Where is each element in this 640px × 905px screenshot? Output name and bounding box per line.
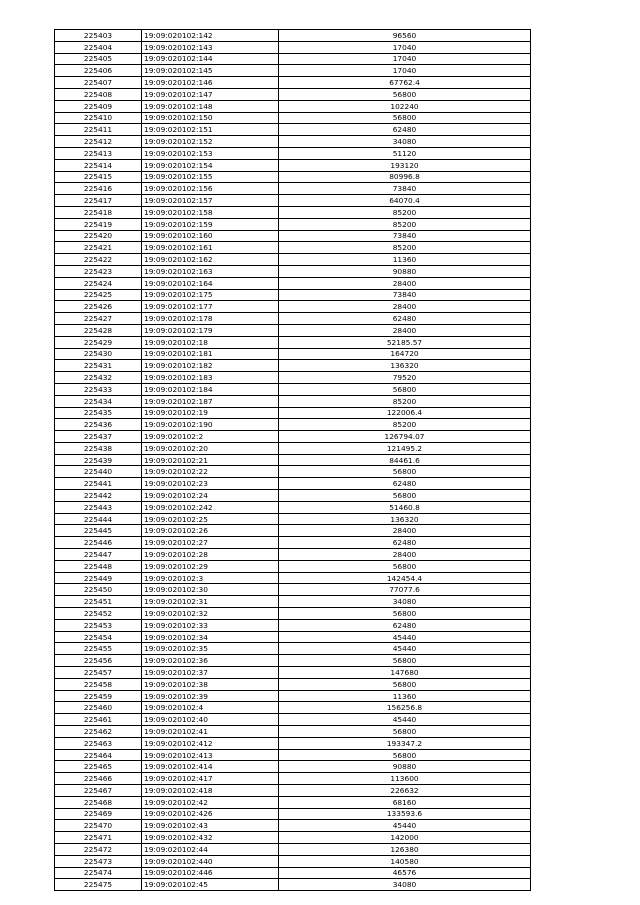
table-row xyxy=(55,525,531,537)
value-cell: 45440 xyxy=(279,820,531,832)
row-id-cell: 225432 xyxy=(55,372,142,384)
row-id-cell: 225434 xyxy=(55,395,142,407)
row-id-cell: 225437 xyxy=(55,431,142,443)
cadastral-number-cell: 19:09:020102:177 xyxy=(142,301,279,313)
table-row xyxy=(55,147,531,159)
cadastral-number-cell: 19:09:020102:152 xyxy=(142,136,279,148)
cadastral-number-cell: 19:09:020102:146 xyxy=(142,77,279,89)
row-id-cell: 225407 xyxy=(55,77,142,89)
table-row xyxy=(55,124,531,136)
table-row xyxy=(55,65,531,77)
table-row xyxy=(55,619,531,631)
value-cell: 85200 xyxy=(279,395,531,407)
cadastral-number-cell: 19:09:020102:20 xyxy=(142,442,279,454)
row-id-cell: 225447 xyxy=(55,549,142,561)
cadastral-number-cell: 19:09:020102:158 xyxy=(142,206,279,218)
cadastral-number-cell: 19:09:020102:23 xyxy=(142,478,279,490)
value-cell: 62480 xyxy=(279,537,531,549)
row-id-cell: 225405 xyxy=(55,53,142,65)
value-cell: 136320 xyxy=(279,360,531,372)
table-row xyxy=(55,796,531,808)
cadastral-number-cell: 19:09:020102:18 xyxy=(142,336,279,348)
table-row xyxy=(55,41,531,53)
row-id-cell: 225420 xyxy=(55,230,142,242)
cadastral-number-cell: 19:09:020102:30 xyxy=(142,584,279,596)
value-cell: 226632 xyxy=(279,785,531,797)
row-id-cell: 225423 xyxy=(55,265,142,277)
row-id-cell: 225470 xyxy=(55,820,142,832)
row-id-cell: 225448 xyxy=(55,560,142,572)
value-cell: 62480 xyxy=(279,619,531,631)
row-id-cell: 225456 xyxy=(55,655,142,667)
row-id-cell: 225406 xyxy=(55,65,142,77)
table-row xyxy=(55,407,531,419)
value-cell: 45440 xyxy=(279,643,531,655)
cadastral-number-cell: 19:09:020102:414 xyxy=(142,761,279,773)
value-cell: 56800 xyxy=(279,608,531,620)
value-cell: 142454.4 xyxy=(279,572,531,584)
row-id-cell: 225403 xyxy=(55,30,142,42)
row-id-cell: 225425 xyxy=(55,289,142,301)
value-cell: 28400 xyxy=(279,549,531,561)
table-row xyxy=(55,643,531,655)
cadastral-number-cell: 19:09:020102:162 xyxy=(142,254,279,266)
table-row xyxy=(55,313,531,325)
value-cell: 126380 xyxy=(279,843,531,855)
value-cell: 56800 xyxy=(279,490,531,502)
value-cell: 73840 xyxy=(279,289,531,301)
value-cell: 34080 xyxy=(279,879,531,891)
cadastral-number-cell: 19:09:020102:143 xyxy=(142,41,279,53)
table-row xyxy=(55,254,531,266)
table-row xyxy=(55,372,531,384)
cadastral-number-cell: 19:09:020102:35 xyxy=(142,643,279,655)
row-id-cell: 225475 xyxy=(55,879,142,891)
value-cell: 51460.8 xyxy=(279,501,531,513)
cadastral-number-cell: 19:09:020102:28 xyxy=(142,549,279,561)
table-row xyxy=(55,655,531,667)
table-row xyxy=(55,419,531,431)
cadastral-number-cell: 19:09:020102:181 xyxy=(142,348,279,360)
value-cell: 28400 xyxy=(279,301,531,313)
value-cell: 46576 xyxy=(279,867,531,879)
cadastral-number-cell: 19:09:020102:43 xyxy=(142,820,279,832)
cadastral-number-cell: 19:09:020102:164 xyxy=(142,277,279,289)
cadastral-number-cell: 19:09:020102:22 xyxy=(142,466,279,478)
value-cell: 17040 xyxy=(279,41,531,53)
cadastral-number-cell: 19:09:020102:178 xyxy=(142,313,279,325)
cadastral-number-cell: 19:09:020102:41 xyxy=(142,726,279,738)
value-cell: 122006.4 xyxy=(279,407,531,419)
row-id-cell: 225415 xyxy=(55,171,142,183)
row-id-cell: 225454 xyxy=(55,631,142,643)
table-row xyxy=(55,761,531,773)
row-id-cell: 225445 xyxy=(55,525,142,537)
cadastral-number-cell: 19:09:020102:145 xyxy=(142,65,279,77)
table-row xyxy=(55,289,531,301)
cadastral-number-cell: 19:09:020102:148 xyxy=(142,100,279,112)
value-cell: 56800 xyxy=(279,726,531,738)
value-cell: 51120 xyxy=(279,147,531,159)
cadastral-number-cell: 19:09:020102:36 xyxy=(142,655,279,667)
row-id-cell: 225467 xyxy=(55,785,142,797)
value-cell: 56800 xyxy=(279,655,531,667)
row-id-cell: 225412 xyxy=(55,136,142,148)
cadastral-number-cell: 19:09:020102:29 xyxy=(142,560,279,572)
cadastral-number-cell: 19:09:020102:159 xyxy=(142,218,279,230)
table-row xyxy=(55,513,531,525)
row-id-cell: 225459 xyxy=(55,690,142,702)
row-id-cell: 225429 xyxy=(55,336,142,348)
row-id-cell: 225442 xyxy=(55,490,142,502)
cadastral-number-cell: 19:09:020102:21 xyxy=(142,454,279,466)
table-row xyxy=(55,808,531,820)
cadastral-number-cell: 19:09:020102:40 xyxy=(142,714,279,726)
cadastral-number-cell: 19:09:020102:417 xyxy=(142,773,279,785)
row-id-cell: 225417 xyxy=(55,195,142,207)
row-id-cell: 225409 xyxy=(55,100,142,112)
row-id-cell: 225413 xyxy=(55,147,142,159)
cadastral-number-cell: 19:09:020102:187 xyxy=(142,395,279,407)
table-row xyxy=(55,88,531,100)
table-row xyxy=(55,206,531,218)
row-id-cell: 225460 xyxy=(55,702,142,714)
table-row xyxy=(55,726,531,738)
row-id-cell: 225440 xyxy=(55,466,142,478)
table-row xyxy=(55,159,531,171)
value-cell: 56800 xyxy=(279,88,531,100)
row-id-cell: 225422 xyxy=(55,254,142,266)
row-id-cell: 225438 xyxy=(55,442,142,454)
value-cell: 79520 xyxy=(279,372,531,384)
table-row xyxy=(55,77,531,89)
cadastral-number-cell: 19:09:020102:45 xyxy=(142,879,279,891)
value-cell: 56800 xyxy=(279,112,531,124)
row-id-cell: 225463 xyxy=(55,737,142,749)
table-row xyxy=(55,218,531,230)
value-cell: 90880 xyxy=(279,761,531,773)
value-cell: 28400 xyxy=(279,525,531,537)
value-cell: 28400 xyxy=(279,324,531,336)
cadastral-number-cell: 19:09:020102:242 xyxy=(142,501,279,513)
row-id-cell: 225471 xyxy=(55,832,142,844)
cadastral-number-cell: 19:09:020102:418 xyxy=(142,785,279,797)
cadastral-number-cell: 19:09:020102:2 xyxy=(142,431,279,443)
table-row xyxy=(55,395,531,407)
cadastral-number-cell: 19:09:020102:150 xyxy=(142,112,279,124)
row-id-cell: 225439 xyxy=(55,454,142,466)
cadastral-number-cell: 19:09:020102:156 xyxy=(142,183,279,195)
value-cell: 17040 xyxy=(279,65,531,77)
table-row xyxy=(55,785,531,797)
row-id-cell: 225410 xyxy=(55,112,142,124)
table-row xyxy=(55,855,531,867)
row-id-cell: 225416 xyxy=(55,183,142,195)
table-row xyxy=(55,501,531,513)
value-cell: 84461.6 xyxy=(279,454,531,466)
row-id-cell: 225431 xyxy=(55,360,142,372)
table-row xyxy=(55,431,531,443)
row-id-cell: 225427 xyxy=(55,313,142,325)
data-table xyxy=(54,29,531,891)
cadastral-number-cell: 19:09:020102:154 xyxy=(142,159,279,171)
table-row xyxy=(55,301,531,313)
value-cell: 156256.8 xyxy=(279,702,531,714)
value-cell: 34080 xyxy=(279,596,531,608)
table-row xyxy=(55,360,531,372)
row-id-cell: 225435 xyxy=(55,407,142,419)
table-row xyxy=(55,678,531,690)
value-cell: 85200 xyxy=(279,206,531,218)
row-id-cell: 225453 xyxy=(55,619,142,631)
table-row xyxy=(55,195,531,207)
value-cell: 56800 xyxy=(279,560,531,572)
value-cell: 11360 xyxy=(279,690,531,702)
table-row xyxy=(55,820,531,832)
cadastral-number-cell: 19:09:020102:26 xyxy=(142,525,279,537)
table-row xyxy=(55,242,531,254)
table-row xyxy=(55,136,531,148)
value-cell: 142000 xyxy=(279,832,531,844)
row-id-cell: 225418 xyxy=(55,206,142,218)
cadastral-number-cell: 19:09:020102:182 xyxy=(142,360,279,372)
cadastral-number-cell: 19:09:020102:160 xyxy=(142,230,279,242)
row-id-cell: 225474 xyxy=(55,867,142,879)
table-row xyxy=(55,277,531,289)
value-cell: 193347.2 xyxy=(279,737,531,749)
cadastral-number-cell: 19:09:020102:4 xyxy=(142,702,279,714)
table-row xyxy=(55,383,531,395)
row-id-cell: 225462 xyxy=(55,726,142,738)
value-cell: 102240 xyxy=(279,100,531,112)
value-cell: 56800 xyxy=(279,383,531,395)
cadastral-number-cell: 19:09:020102:190 xyxy=(142,419,279,431)
table-row xyxy=(55,100,531,112)
table-row xyxy=(55,171,531,183)
cadastral-number-cell: 19:09:020102:25 xyxy=(142,513,279,525)
table-row xyxy=(55,112,531,124)
value-cell: 126794.07 xyxy=(279,431,531,443)
cadastral-number-cell: 19:09:020102:32 xyxy=(142,608,279,620)
table-row xyxy=(55,773,531,785)
table-row xyxy=(55,714,531,726)
table-row xyxy=(55,560,531,572)
cadastral-number-cell: 19:09:020102:147 xyxy=(142,88,279,100)
cadastral-number-cell: 19:09:020102:432 xyxy=(142,832,279,844)
row-id-cell: 225465 xyxy=(55,761,142,773)
row-id-cell: 225424 xyxy=(55,277,142,289)
value-cell: 67762.4 xyxy=(279,77,531,89)
cadastral-number-cell: 19:09:020102:440 xyxy=(142,855,279,867)
table-row xyxy=(55,832,531,844)
cadastral-number-cell: 19:09:020102:27 xyxy=(142,537,279,549)
value-cell: 121495.2 xyxy=(279,442,531,454)
value-cell: 133593.6 xyxy=(279,808,531,820)
table-row xyxy=(55,490,531,502)
cadastral-number-cell: 19:09:020102:31 xyxy=(142,596,279,608)
table-row xyxy=(55,336,531,348)
value-cell: 147680 xyxy=(279,667,531,679)
table-row xyxy=(55,702,531,714)
row-id-cell: 225433 xyxy=(55,383,142,395)
row-id-cell: 225408 xyxy=(55,88,142,100)
value-cell: 90880 xyxy=(279,265,531,277)
row-id-cell: 225461 xyxy=(55,714,142,726)
row-id-cell: 225441 xyxy=(55,478,142,490)
table-row xyxy=(55,737,531,749)
row-id-cell: 225446 xyxy=(55,537,142,549)
value-cell: 85200 xyxy=(279,242,531,254)
table-row xyxy=(55,843,531,855)
cadastral-number-cell: 19:09:020102:19 xyxy=(142,407,279,419)
cadastral-number-cell: 19:09:020102:34 xyxy=(142,631,279,643)
cadastral-number-cell: 19:09:020102:426 xyxy=(142,808,279,820)
table-row xyxy=(55,466,531,478)
row-id-cell: 225421 xyxy=(55,242,142,254)
row-id-cell: 225444 xyxy=(55,513,142,525)
cadastral-number-cell: 19:09:020102:183 xyxy=(142,372,279,384)
table-row xyxy=(55,749,531,761)
table-row xyxy=(55,879,531,891)
row-id-cell: 225455 xyxy=(55,643,142,655)
cadastral-number-cell: 19:09:020102:446 xyxy=(142,867,279,879)
value-cell: 45440 xyxy=(279,631,531,643)
table-row xyxy=(55,608,531,620)
value-cell: 62480 xyxy=(279,124,531,136)
value-cell: 62480 xyxy=(279,313,531,325)
table-row xyxy=(55,265,531,277)
cadastral-number-cell: 19:09:020102:3 xyxy=(142,572,279,584)
row-id-cell: 225473 xyxy=(55,855,142,867)
table-row xyxy=(55,584,531,596)
cadastral-number-cell: 19:09:020102:24 xyxy=(142,490,279,502)
cadastral-number-cell: 19:09:020102:157 xyxy=(142,195,279,207)
cadastral-number-cell: 19:09:020102:161 xyxy=(142,242,279,254)
value-cell: 34080 xyxy=(279,136,531,148)
table-row xyxy=(55,549,531,561)
value-cell: 77077.6 xyxy=(279,584,531,596)
row-id-cell: 225468 xyxy=(55,796,142,808)
cadastral-number-cell: 19:09:020102:144 xyxy=(142,53,279,65)
value-cell: 113600 xyxy=(279,773,531,785)
row-id-cell: 225449 xyxy=(55,572,142,584)
cadastral-number-cell: 19:09:020102:179 xyxy=(142,324,279,336)
row-id-cell: 225428 xyxy=(55,324,142,336)
value-cell: 56800 xyxy=(279,466,531,478)
table-row xyxy=(55,183,531,195)
table-row xyxy=(55,690,531,702)
cadastral-number-cell: 19:09:020102:151 xyxy=(142,124,279,136)
row-id-cell: 225451 xyxy=(55,596,142,608)
row-id-cell: 225436 xyxy=(55,419,142,431)
value-cell: 64070.4 xyxy=(279,195,531,207)
value-cell: 136320 xyxy=(279,513,531,525)
table-row xyxy=(55,230,531,242)
value-cell: 85200 xyxy=(279,218,531,230)
table-row xyxy=(55,596,531,608)
table-row xyxy=(55,478,531,490)
cadastral-number-cell: 19:09:020102:163 xyxy=(142,265,279,277)
table-row xyxy=(55,53,531,65)
row-id-cell: 225464 xyxy=(55,749,142,761)
value-cell: 28400 xyxy=(279,277,531,289)
cadastral-number-cell: 19:09:020102:142 xyxy=(142,30,279,42)
table-row xyxy=(55,454,531,466)
table-row xyxy=(55,30,531,42)
value-cell: 11360 xyxy=(279,254,531,266)
row-id-cell: 225414 xyxy=(55,159,142,171)
table-row xyxy=(55,631,531,643)
row-id-cell: 225430 xyxy=(55,348,142,360)
value-cell: 45440 xyxy=(279,714,531,726)
table-row xyxy=(55,667,531,679)
row-id-cell: 225452 xyxy=(55,608,142,620)
row-id-cell: 225419 xyxy=(55,218,142,230)
cadastral-number-cell: 19:09:020102:42 xyxy=(142,796,279,808)
table-row xyxy=(55,537,531,549)
row-id-cell: 225469 xyxy=(55,808,142,820)
row-id-cell: 225457 xyxy=(55,667,142,679)
cadastral-number-cell: 19:09:020102:153 xyxy=(142,147,279,159)
value-cell: 17040 xyxy=(279,53,531,65)
value-cell: 52185.57 xyxy=(279,336,531,348)
value-cell: 96560 xyxy=(279,30,531,42)
table-row xyxy=(55,867,531,879)
row-id-cell: 225458 xyxy=(55,678,142,690)
row-id-cell: 225404 xyxy=(55,41,142,53)
cadastral-number-cell: 19:09:020102:33 xyxy=(142,619,279,631)
cadastral-number-cell: 19:09:020102:412 xyxy=(142,737,279,749)
value-cell: 85200 xyxy=(279,419,531,431)
cadastral-number-cell: 19:09:020102:413 xyxy=(142,749,279,761)
row-id-cell: 225411 xyxy=(55,124,142,136)
table-row xyxy=(55,348,531,360)
cadastral-number-cell: 19:09:020102:38 xyxy=(142,678,279,690)
row-id-cell: 225443 xyxy=(55,501,142,513)
value-cell: 140580 xyxy=(279,855,531,867)
value-cell: 56800 xyxy=(279,749,531,761)
value-cell: 164720 xyxy=(279,348,531,360)
value-cell: 80996.8 xyxy=(279,171,531,183)
table-row xyxy=(55,324,531,336)
row-id-cell: 225472 xyxy=(55,843,142,855)
cadastral-number-cell: 19:09:020102:44 xyxy=(142,843,279,855)
value-cell: 73840 xyxy=(279,230,531,242)
cadastral-number-cell: 19:09:020102:175 xyxy=(142,289,279,301)
value-cell: 68160 xyxy=(279,796,531,808)
row-id-cell: 225426 xyxy=(55,301,142,313)
value-cell: 62480 xyxy=(279,478,531,490)
row-id-cell: 225466 xyxy=(55,773,142,785)
table-body xyxy=(55,30,531,891)
row-id-cell: 225450 xyxy=(55,584,142,596)
value-cell: 73840 xyxy=(279,183,531,195)
table-row xyxy=(55,572,531,584)
cadastral-number-cell: 19:09:020102:37 xyxy=(142,667,279,679)
value-cell: 56800 xyxy=(279,678,531,690)
value-cell: 193120 xyxy=(279,159,531,171)
table-row xyxy=(55,442,531,454)
cadastral-number-cell: 19:09:020102:39 xyxy=(142,690,279,702)
cadastral-number-cell: 19:09:020102:184 xyxy=(142,383,279,395)
cadastral-number-cell: 19:09:020102:155 xyxy=(142,171,279,183)
